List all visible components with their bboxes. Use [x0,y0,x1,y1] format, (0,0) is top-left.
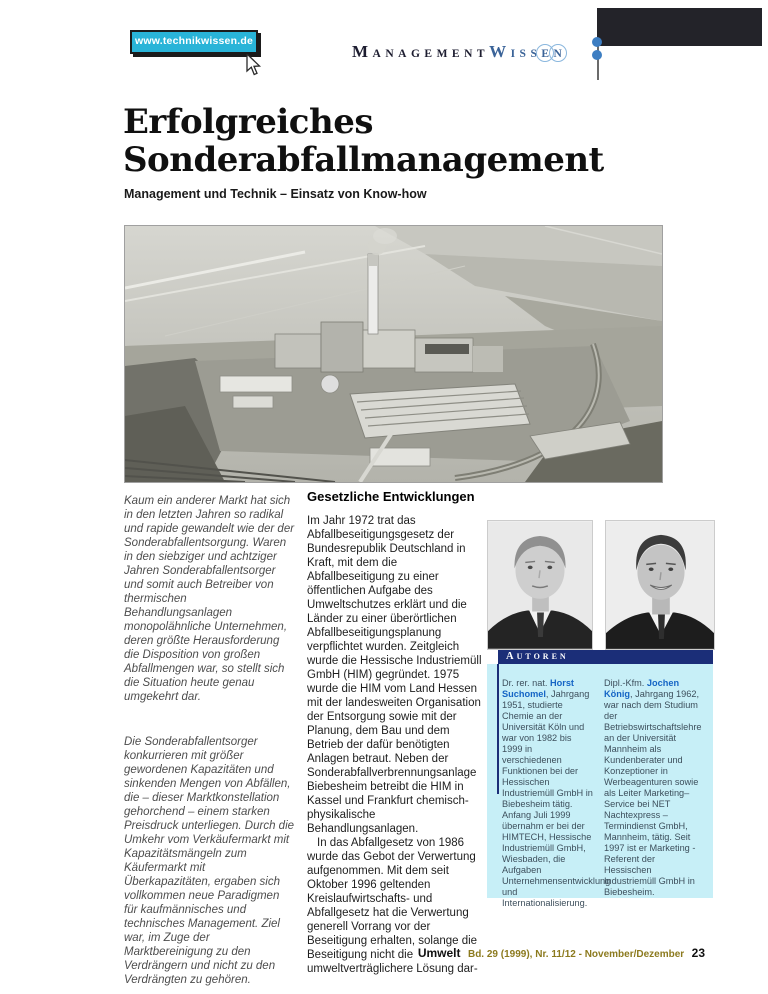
logo-word-wissen: W [489,42,511,61]
page-footer [418,944,705,962]
authors-bio-box [487,664,713,908]
issue-info: Bd. 29 (1999), Nr. 11/12 - November/Dezember [467,949,685,960]
author-name-koenig: Jochen König [604,678,680,699]
intro-column [124,494,295,987]
journal-name: Umwelt [417,946,461,960]
intro-paragraph-2: Die Sonderabfallentsorger konkurrieren mit größer gewordenen Kapazitäten und sinkenden Mengen von Abfällen, die – dieser Marktkonstellation gehorchend – einem starken Preisdruck unterliegen. Durch die Umkehr vom Verkäufermarkt mit Kapazitätsmängeln zum Käufermarkt mit Überkapazitäten, ergaben sich vollkommen neue Paradigmen für kaufmännisches und technisches Management. Ziel war, im Zuge der Marktbereinigung zu den Verdrängern und nicht zu den Verdrängten zu gehören. [124,736,295,986]
logo-word-management: M [352,42,373,61]
cursor-icon [246,54,262,76]
bio-left-rule [497,664,499,794]
logo-dot-icon [592,37,602,47]
portrait-photo-suchomel [487,520,593,650]
bio-koenig: Dipl.-Kfm. Jochen König, Jahrgang 1962, war nach dem Studium der Betriebswirtschaftslehre an der Universität Mannheim als Kundenberater und Konzeptioner in Werbeagenturen sowie als Leiter Marketing–Service bei NET Nachtexpress – Termindienst GmbH, Mannheim, tätig. Seit 1997 ist er Marketing - Referent der Hessischen Industriemüll GmbH in Biebesheim. [604,678,702,897]
aerial-photo [124,225,663,483]
page-number: 23 [691,946,705,960]
bio-suchomel: Dr. rer. nat. Horst Suchomel, Jahrgang 1951, studierte Chemie an der Universität Köln und war von 1982 bis 1999 in verschiedenen Funktionen bei der Hessischen Industriemüll GmbH in Biebesheim tätig. Anfang Juli 1999 übernahm er bei der HIMTECH, Hessische Industriemüll GmbH, Wiesbaden, die Aufgaben Unternehmensentwicklung und Internationalisierung. [502,678,611,908]
article-title [123,103,604,179]
portrait-photo-koenig [605,520,715,650]
section-heading: Gesetzliche Entwicklungen [307,489,475,504]
title-line-2: Sonderabfallmanagement [123,140,604,180]
body-paragraph-1: Im Jahr 1972 trat das Abfallbeseitigungsgesetz der Bundesrepublik Deutschland in Kraft, mit dem die Abfallbeseitigung zu einer öffentlichen Aufgabe des Umweltschutzes erklärt und die Länder zu einer überörtlichen Abfallbeseitigungsplanung verpflichtet wurden. Zeitgleich wurde die Hessische Industriemüll GmbH (HIM) gegründet. 1975 wurde die HIM vom Land Hessen mit der landesweiten Organisation der Entsorgung sowie mit der Planung, dem Bau und dem Betrieb der dafür benötigten Anlagen betraut. Neben der Sonderabfallverbrennungsanlage Biebesheim betreibt die HIM in Kassel und Frankfurt chemisch-physikalische Behandlungsanlagen. [307,515,482,835]
circled-letter-n: N [553,48,567,60]
body-column [307,489,483,976]
article-subtitle: Management und Technik – Einsatz von Know-how [124,187,427,201]
logo-dot-icon [592,50,602,60]
author-name-suchomel: Horst Suchomel [502,678,574,699]
intro-paragraph-1: Kaum ein anderer Markt hat sich in den letzten Jahren so radikal und rapide gewandelt wie der der Sonderabfallentsorgung. Waren in den siebziger und achtziger Jahren Sonderabfallentsorger und somit auch Betreiber von thermischen Behandlungsanlagen monopolähnliche Unternehmen, deren größte Herausforderung die Disposition von großen Abfallmengen war, so stellt sich die Situation heute genau umgekehrt dar. [124,495,295,703]
black-banner [597,8,762,46]
authors-label-bar: AUTOREN [498,650,713,664]
management-wissen-logo: MANAGEMENTWISSEN [352,42,567,61]
body-paragraph-2: In das Abfallgesetz von 1986 wurde das Gebot der Verwertung aufgenommen. Mit dem seit Oktober 1996 geltenden Kreislaufwirtschafts- und Abfallgesetz hat die Verwertung generell Vorrang vor der Beseitigung erhalten, solange die Beseitigung nicht die umweltverträglichere Lösung dar- [307,837,478,975]
technikwissen-link[interactable]: www.technikwissen.de [130,30,258,54]
title-line-1: Erfolgreiches [123,102,373,142]
circled-letter-e: E [541,48,554,60]
